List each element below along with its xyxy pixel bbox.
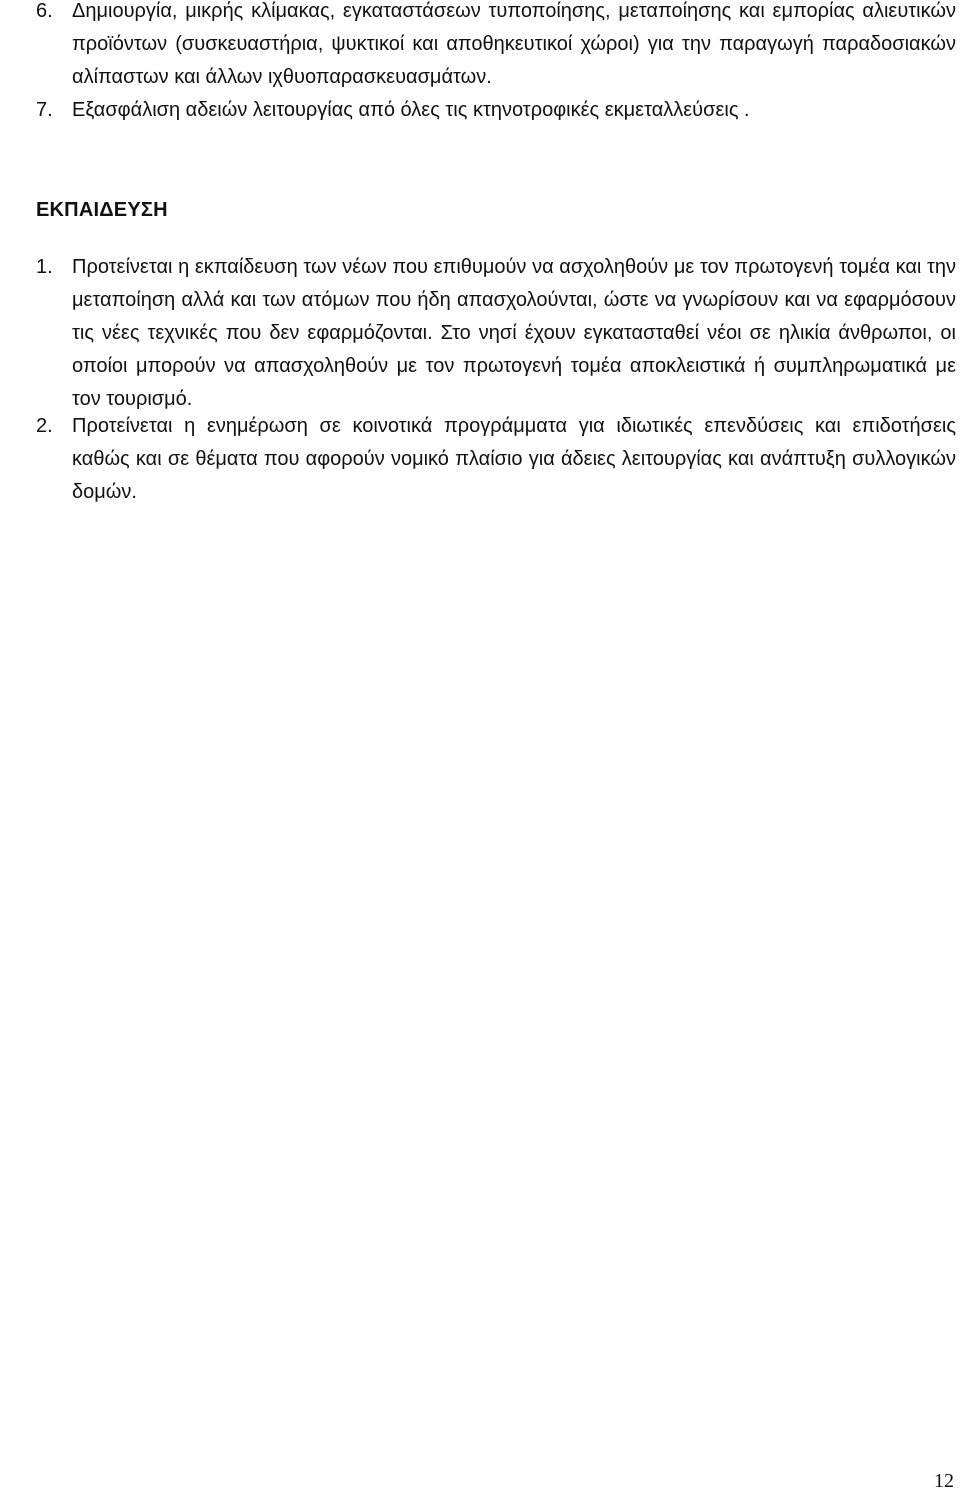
list-item-text: Προτείνεται η εκπαίδευση των νέων που επιθυμούν να ασχοληθούν με τον πρωτογενή τομέα και την μεταποίηση αλλά και των ατόμων που ήδη απασχολούνται, ώστε να γνωρίσουν και να εφαρμόσουν τις νέες τεχνικές που δεν εφαρμόζονται. Στο νησί έχουν εγκατασταθεί νέοι σε ηλικία άνθρωποι, οι οποίοι μπορούν να απασχοληθούν με τον πρωτογενή τομέα αποκλειστικά ή συμπληρωματικά με τον τουρισμό. (72, 256, 956, 410)
list-item-text: Προτείνεται η ενημέρωση σε κοινοτικά προγράμματα για ιδιωτικές επενδύσεις και επιδοτήσεις καθώς και σε θέματα που αφορούν νομικό πλαίσιο για άδειες λειτουργίας και ανάπτυξη συλλογικών δομών. (72, 415, 956, 503)
list-item-text: Εξασφάλιση αδειών λειτουργίας από όλες τις κτηνοτροφικές εκμεταλλεύσεις . (72, 99, 750, 121)
list-item-number: 6. (36, 0, 53, 22)
section-heading: ΕΚΠΑΙΔΕΥΣΗ (36, 199, 168, 221)
education-item-1 (36, 251, 960, 416)
list-item-number: 7. (36, 99, 53, 121)
list-item-7 (36, 94, 960, 127)
list-item-number: 2. (36, 415, 53, 437)
page-number: 12 (934, 1470, 954, 1492)
education-item-2 (36, 410, 960, 509)
list-item-number: 1. (36, 256, 53, 278)
list-item-text: Δημιουργία, μικρής κλίμακας, εγκαταστάσεων τυποποίησης, μεταποίησης και εμπορίας αλιευτικών προϊόντων (συσκευαστήρια, ψυκτικοί και αποθηκευτικοί χώροι) για την παραγωγή παραδοσιακών αλίπαστων και άλλων ιχθυοπαρασκευασμάτων. (72, 0, 956, 88)
list-item-6 (36, 0, 960, 94)
